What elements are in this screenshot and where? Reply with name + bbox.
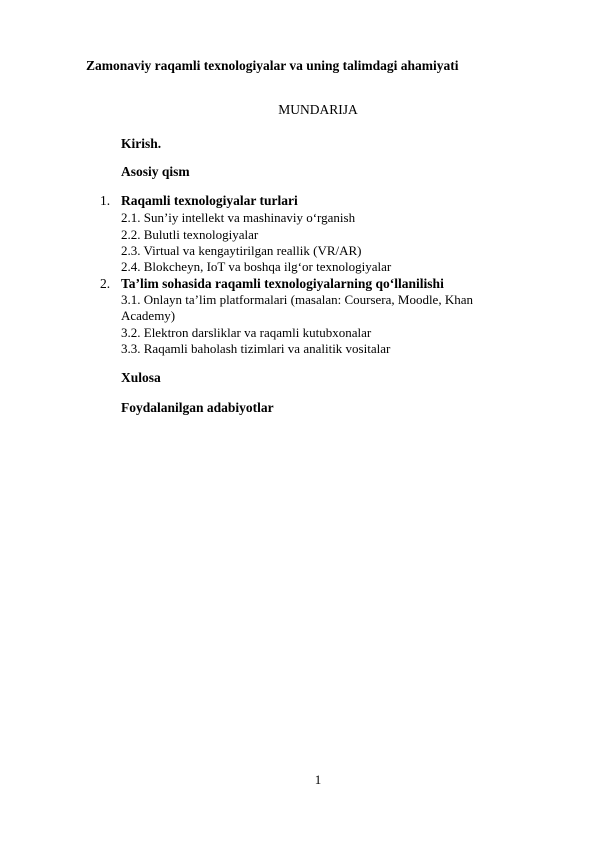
page-number: 1 bbox=[314, 772, 322, 787]
toc-subitem: 3.2. Elektron darsliklar va raqamli kutubxonalar bbox=[121, 325, 372, 340]
toc-subitem: 2.4. Blokcheyn, IoT va boshqa ilg‘or texnologiyalar bbox=[121, 259, 392, 274]
toc-entry-references: Foydalanilgan adabiyotlar bbox=[121, 400, 274, 415]
toc-entry-main-part: Asosiy qism bbox=[121, 164, 190, 179]
section-1-title: Raqamli texnologiyalar turlari bbox=[121, 193, 298, 208]
document-title: Zamonaviy raqamli texnologiyalar va uning talimdagi ahamiyati bbox=[86, 58, 459, 73]
toc-subitem: 2.3. Virtual va kengaytirilgan reallik (VR/AR) bbox=[121, 243, 362, 258]
toc-subitem: 2.2. Bulutli texnologiyalar bbox=[121, 227, 259, 242]
toc-subitem: 3.3. Raqamli baholash tizimlari va analitik vositalar bbox=[121, 341, 391, 356]
section-2-title: Ta’lim sohasida raqamli texnologiyalarning qo‘llanilishi bbox=[121, 276, 444, 291]
toc-entry-intro: Kirish. bbox=[121, 136, 162, 151]
section-1-number: 1. bbox=[100, 193, 111, 208]
toc-heading: MUNDARIJA bbox=[278, 102, 358, 117]
section-2-number: 2. bbox=[100, 276, 111, 291]
toc-subitem: 2.1. Sun’iy intellekt va mashinaviy o‘rganish bbox=[121, 210, 356, 225]
toc-subitem-continuation: Academy) bbox=[121, 308, 176, 323]
toc-entry-conclusion: Xulosa bbox=[121, 370, 161, 385]
toc-subitem: 3.1. Onlayn ta’lim platformalari (masalan: Coursera, Moodle, Khan bbox=[121, 292, 473, 307]
